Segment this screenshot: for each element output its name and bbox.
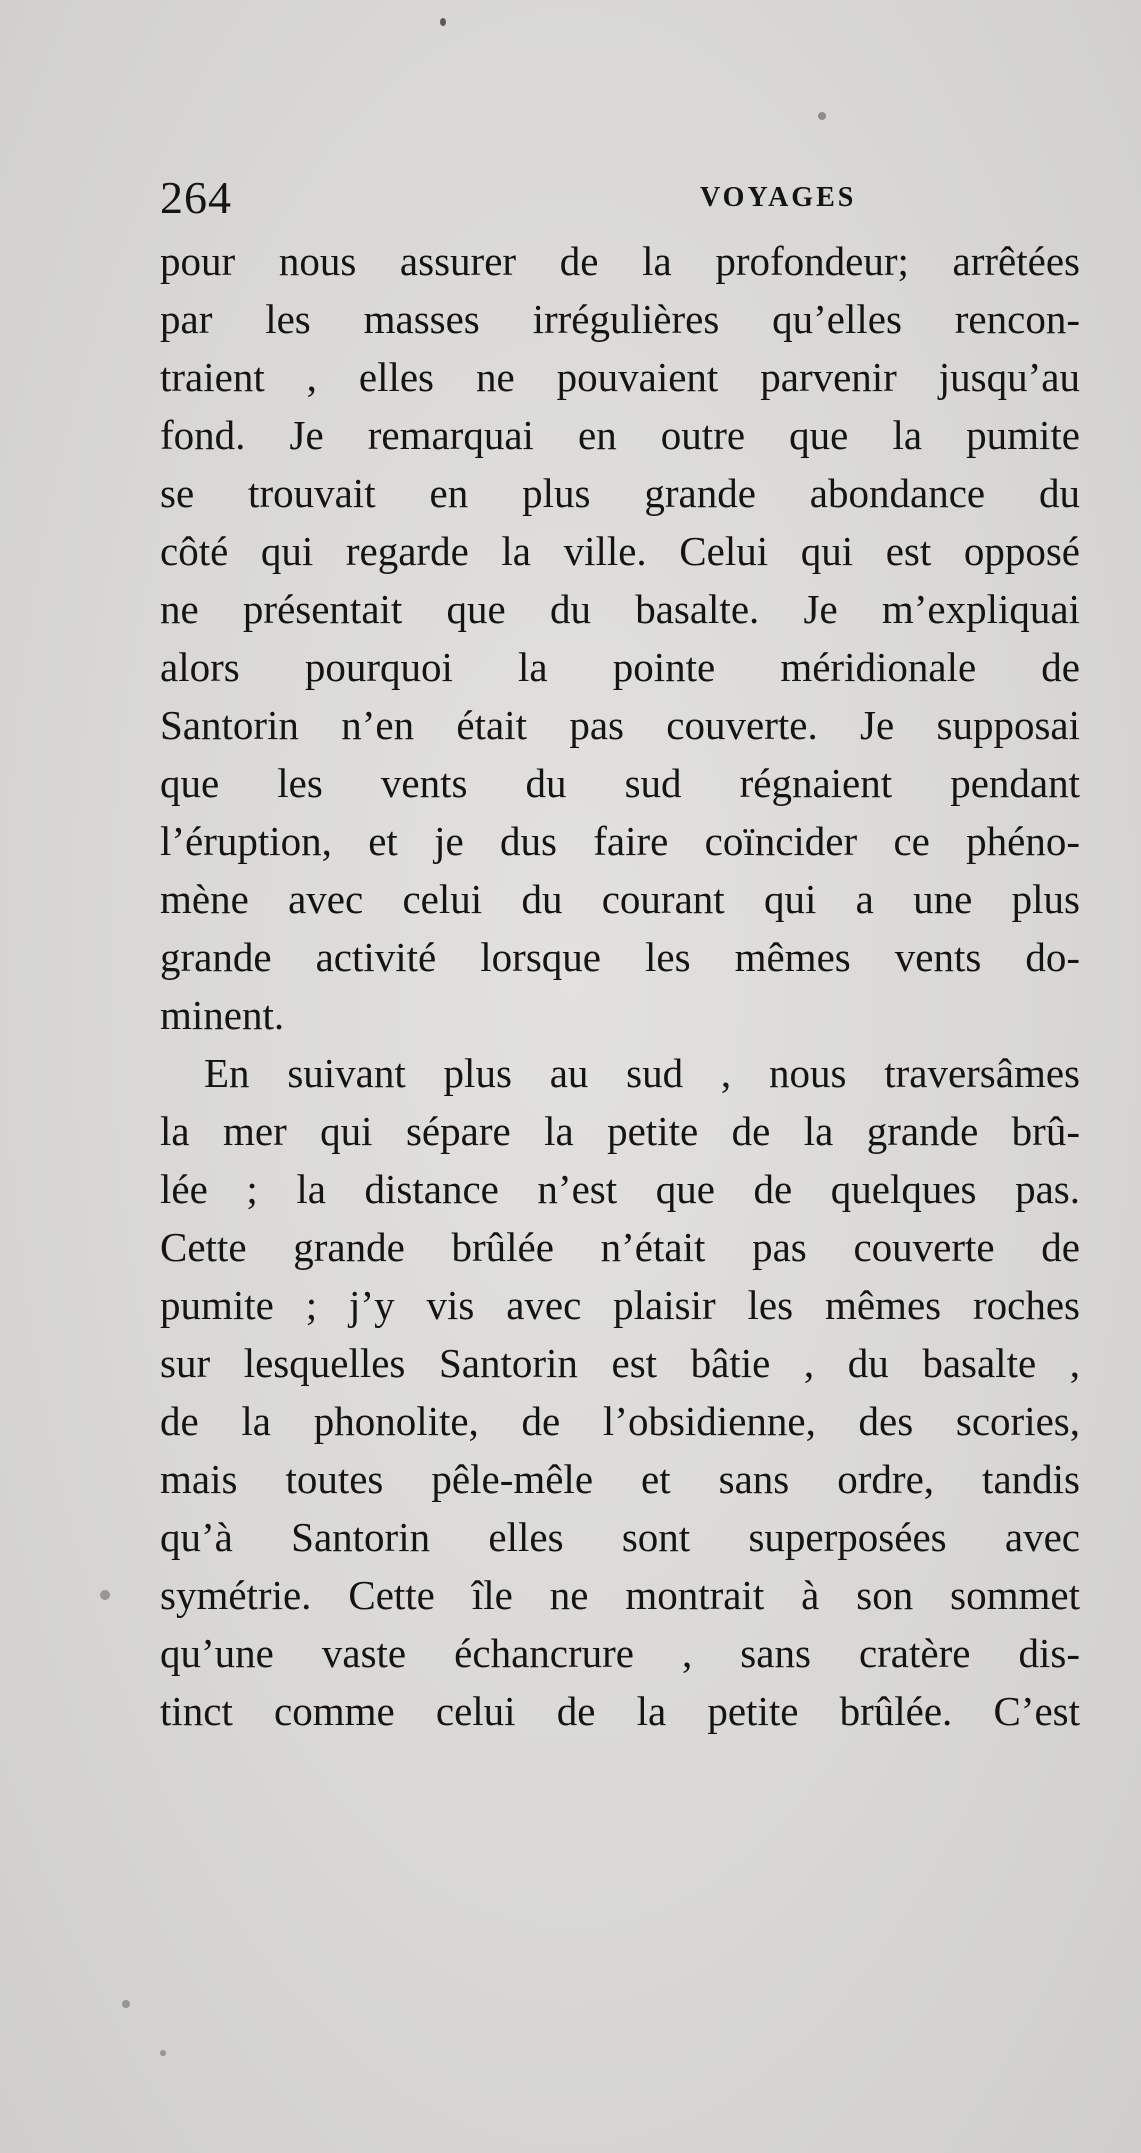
paragraph-2 — [160, 1044, 1080, 1740]
page-header — [160, 168, 1080, 228]
text-line: tinct comme celui de la petite brûlée. C’est — [160, 1688, 1080, 1734]
text-line: sur lesquelles Santorin est bâtie , du basalte , — [160, 1340, 1080, 1386]
text-line: l’éruption, et je dus faire coïncider ce phéno- — [160, 818, 1080, 864]
text-line: mais toutes pêle-mêle et sans ordre, tandis — [160, 1456, 1080, 1502]
text-line: de la phonolite, de l’obsidienne, des scories, — [160, 1398, 1080, 1444]
text-line: Santorin n’en était pas couverte. Je supposai — [160, 702, 1080, 748]
text-line: En suivant plus au sud , nous traversâmes — [204, 1050, 1080, 1096]
text-line: traient , elles ne pouvaient parvenir jusqu’au — [160, 354, 1080, 400]
text-line: ne présentait que du basalte. Je m’expliquai — [160, 586, 1080, 632]
text-line: Cette grande brûlée n’était pas couverte de — [160, 1224, 1080, 1270]
text-line: pour nous assurer de la profondeur; arrêtées — [160, 238, 1080, 284]
text-line: pumite ; j’y vis avec plaisir les mêmes roches — [160, 1282, 1080, 1328]
text-line: fond. Je remarquai en outre que la pumite — [160, 412, 1080, 458]
running-title: VOYAGES — [700, 182, 857, 213]
text-line: minent. — [160, 992, 285, 1038]
text-line: la mer qui sépare la petite de la grande brû- — [160, 1108, 1080, 1154]
text-line: lée ; la distance n’est que de quelques pas. — [160, 1166, 1080, 1212]
text-line: symétrie. Cette île ne montrait à son sommet — [160, 1572, 1080, 1618]
text-line: que les vents du sud régnaient pendant — [160, 760, 1080, 806]
body-text — [160, 232, 1080, 1740]
ink-speck — [818, 112, 826, 120]
text-line: par les masses irrégulières qu’elles rencon- — [160, 296, 1080, 342]
text-line: côté qui regarde la ville. Celui qui est opposé — [160, 528, 1080, 574]
text-line: alors pourquoi la pointe méridionale de — [160, 644, 1080, 690]
text-line: grande activité lorsque les mêmes vents do- — [160, 934, 1080, 980]
ink-speck — [122, 2000, 130, 2008]
text-line: qu’à Santorin elles sont superposées avec — [160, 1514, 1080, 1560]
text-line: mène avec celui du courant qui a une plus — [160, 876, 1080, 922]
text-line: qu’une vaste échancrure , sans cratère dis- — [160, 1630, 1080, 1676]
page-number: 264 — [160, 172, 232, 223]
text-line: se trouvait en plus grande abondance du — [160, 470, 1080, 516]
ink-speck — [100, 1590, 110, 1600]
ink-speck — [160, 2050, 166, 2056]
ink-speck — [440, 18, 446, 26]
paragraph-1 — [160, 232, 1080, 1044]
